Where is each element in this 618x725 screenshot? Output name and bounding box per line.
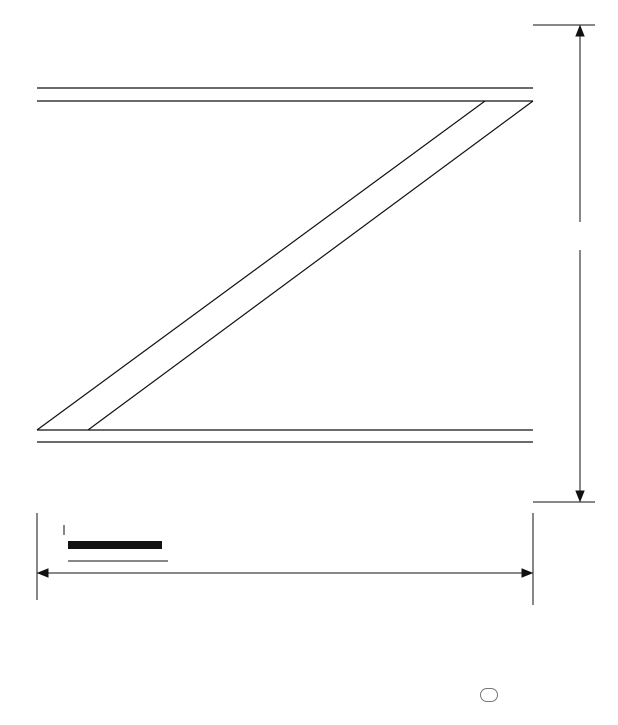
diagonal-brace [37,101,533,430]
right-dimension [533,25,595,502]
arrow-down [576,491,584,501]
bottom-dimension [37,513,533,605]
diagonal-line-1 [37,101,485,430]
arrow-right [522,569,532,577]
arrow-up [576,26,584,36]
legend-scale [64,525,168,561]
diagonal-line-2 [88,101,533,430]
legend-slat-bar [68,541,162,549]
watermark [480,688,502,702]
chat-bubble-icon [480,688,498,702]
crossbars [37,88,533,442]
arrow-left [38,569,48,577]
